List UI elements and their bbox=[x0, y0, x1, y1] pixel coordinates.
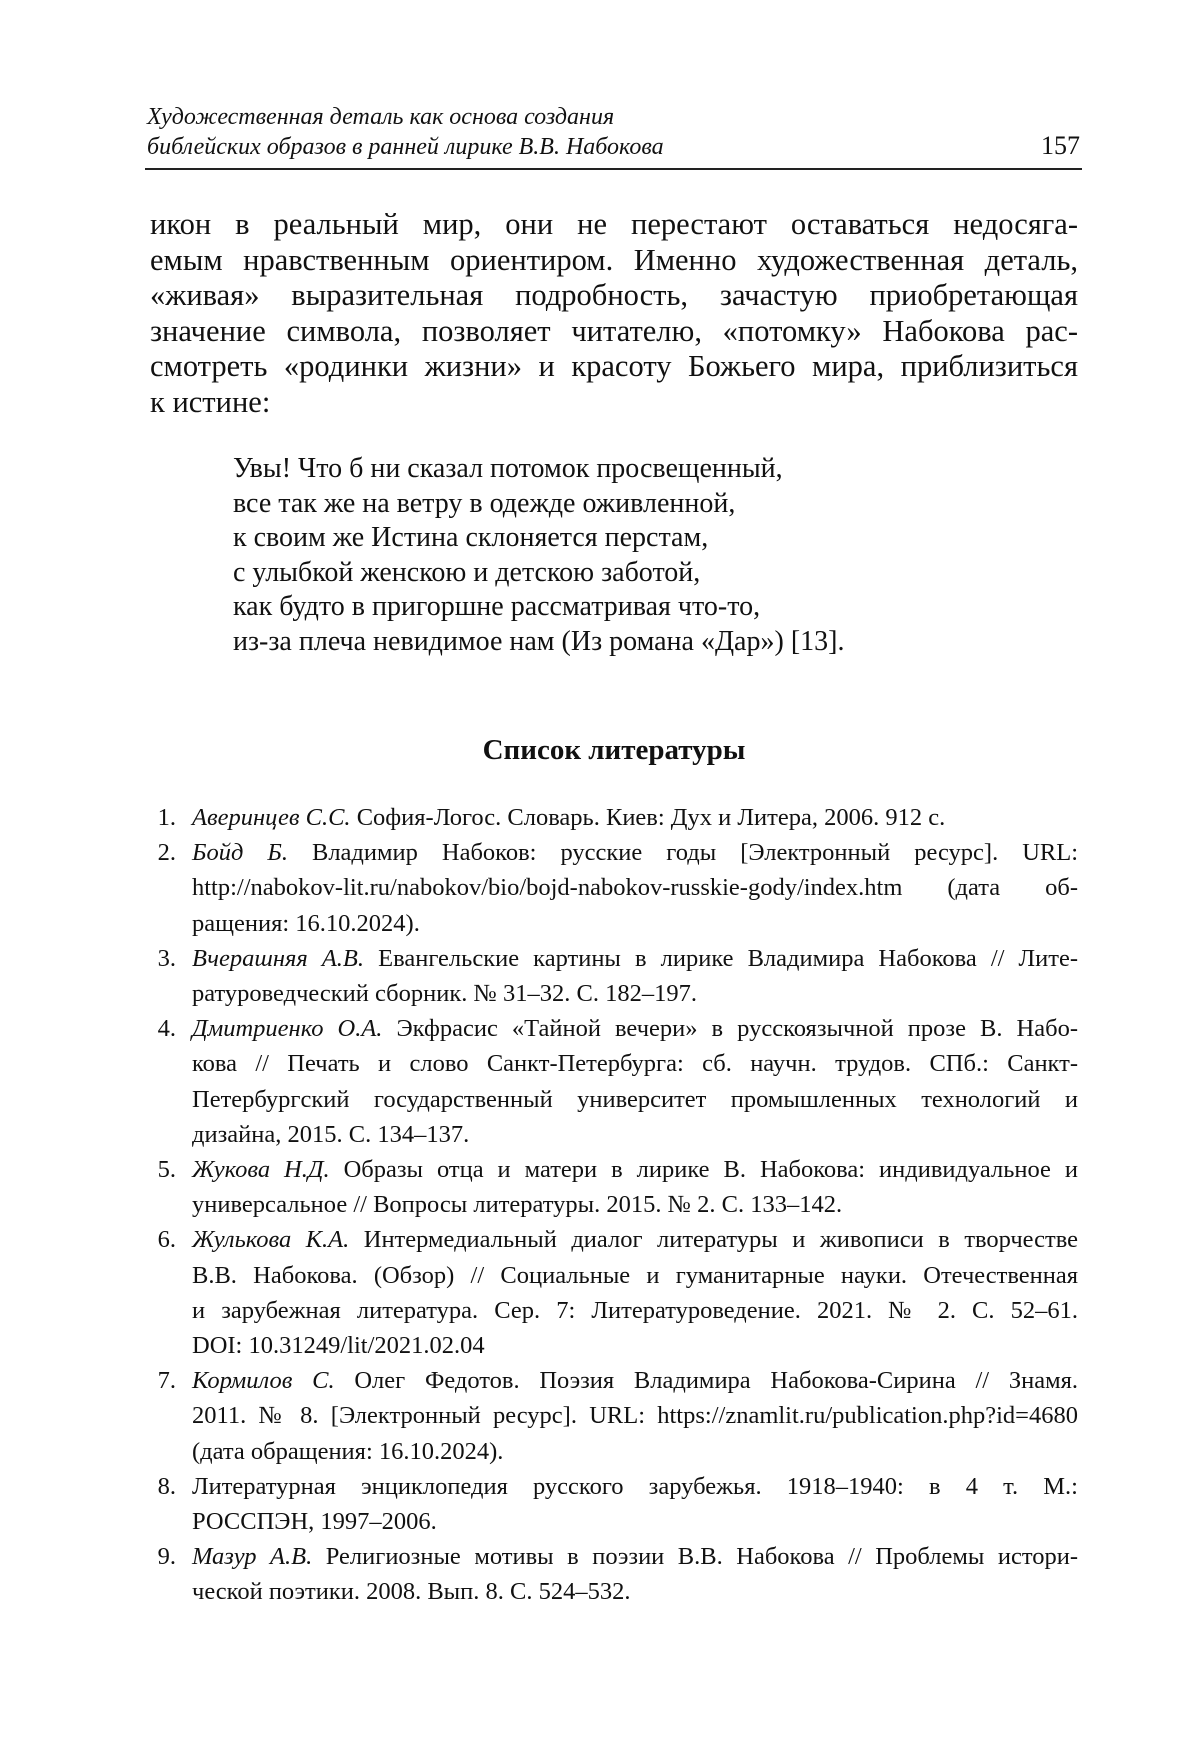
poem-line: как будто в пригоршне рассматривая что-то, bbox=[233, 591, 761, 623]
reference-item-2 bbox=[150, 835, 1078, 941]
reference-line: Литературная энциклопедия русского зарубежья. 1918–1940: в 4 т. М.: bbox=[192, 1472, 1078, 1500]
reference-number: 9. bbox=[157, 1543, 176, 1571]
reference-number: 8. bbox=[157, 1472, 176, 1500]
reference-line: Петербургский государственный университет промышленных технологий и bbox=[192, 1085, 1078, 1113]
running-header-title bbox=[147, 102, 664, 162]
reference-text: Экфрасис «Тайной вечери» в русскоязычной прозе В. Набо- bbox=[396, 1015, 1078, 1043]
body-line: икон в реальный мир, они не перестают оставаться недосяга- bbox=[150, 207, 1078, 241]
reference-author: Мазур А.В. bbox=[192, 1543, 313, 1571]
poem-line: из-за плеча невидимое нам (Из романа «Дар») [13]. bbox=[233, 625, 845, 657]
reference-author: Кормилов С. bbox=[192, 1367, 335, 1395]
reference-text: Евангельские картины в лирике Владимира Набокова // Лите- bbox=[378, 944, 1078, 972]
reference-item-5 bbox=[150, 1152, 1078, 1222]
reference-number: 5. bbox=[157, 1156, 176, 1184]
page-number: 157 bbox=[1041, 131, 1080, 160]
reference-line bbox=[192, 941, 1078, 976]
poem-line: к своим же Истина склоняется перстам, bbox=[233, 522, 709, 554]
reference-text: Образы отца и матери в лирике В. Набокова: индивидуальное и bbox=[343, 1156, 1079, 1184]
reference-item-9 bbox=[150, 1539, 1078, 1609]
reference-line: 2011. № 8. [Электронный ресурс]. URL: https://znamlit.ru/publication.php?id=4680 bbox=[192, 1402, 1078, 1430]
reference-line bbox=[192, 1363, 1078, 1398]
poem-line: с улыбкой женскою и детскою заботой, bbox=[233, 556, 701, 588]
reference-item-6 bbox=[150, 1222, 1078, 1363]
reference-line bbox=[192, 1539, 1078, 1574]
reference-number: 1. bbox=[157, 804, 176, 831]
reference-line: РОССПЭН, 1997–2006. bbox=[192, 1508, 437, 1536]
poem-quotation bbox=[233, 452, 844, 660]
reference-text: Владимир Набоков: русские годы [Электронный ресурс]. URL: bbox=[311, 839, 1079, 867]
reference-line: DOI: 10.31249/lit/2021.02.04 bbox=[192, 1332, 485, 1360]
body-line: емым нравственным ориентиром. Именно художественная деталь, bbox=[150, 242, 1078, 277]
running-header-title-line-2: библейских образов в ранней лирике В.В. Набокова bbox=[147, 134, 664, 160]
reference-number: 2. bbox=[157, 839, 176, 867]
body-line: значение символа, позволяет читателю, «потомку» Набокова рас- bbox=[150, 313, 1078, 348]
reference-number: 7. bbox=[157, 1367, 176, 1395]
reference-number: 6. bbox=[157, 1226, 176, 1254]
reference-line: ческой поэтики. 2008. Вып. 8. С. 524–532. bbox=[192, 1578, 631, 1606]
reference-line: (дата обращения: 16.10.2024). bbox=[192, 1437, 504, 1465]
reference-line bbox=[192, 800, 1078, 835]
reference-line: ратуроведческий сборник. № 31–32. С. 182–197. bbox=[192, 980, 697, 1008]
reference-text: Олег Федотов. Поэзия Владимира Набокова-Сирина // Знамя. bbox=[354, 1367, 1078, 1395]
references-list bbox=[150, 800, 1078, 1610]
reference-author: Дмитриенко О.А. bbox=[192, 1015, 383, 1043]
reference-author: Бойд Б. bbox=[192, 839, 288, 867]
body-line: «живая» выразительная подробность, зачастую приобретающая bbox=[150, 278, 1078, 312]
body-line: смотреть «родинки жизни» и красоту Божьего мира, приблизиться bbox=[150, 349, 1078, 383]
body-paragraph bbox=[150, 207, 1078, 420]
reference-line: и зарубежная литература. Сер. 7: Литературоведение. 2021. № 2. С. 52–61. bbox=[192, 1296, 1078, 1324]
reference-line: универсальное // Вопросы литературы. 2015. № 2. С. 133–142. bbox=[192, 1191, 843, 1219]
running-header-title-line-1: Художественная деталь как основа создания bbox=[147, 104, 615, 130]
reference-text: София-Логос. Словарь. Киев: Дух и Литера, 2006. 912 с. bbox=[356, 804, 946, 831]
reference-item-1 bbox=[150, 800, 1078, 835]
reference-line: В.В. Набокова. (Обзор) // Социальные и гуманитарные науки. Отечественная bbox=[192, 1261, 1078, 1289]
poem-line: Увы! Что б ни сказал потомок просвещенный, bbox=[233, 453, 783, 484]
reference-line: кова // Печать и слово Санкт-Петербурга: сб. научн. трудов. СПб.: Санкт- bbox=[192, 1050, 1078, 1078]
poem-line: все так же на ветру в одежде оживленной, bbox=[233, 487, 736, 519]
reference-author: Жулькова К.А. bbox=[192, 1226, 350, 1254]
reference-number: 3. bbox=[157, 944, 176, 972]
body-line: к истине: bbox=[150, 384, 271, 419]
reference-line bbox=[192, 835, 1078, 870]
reference-author: Вчерашняя А.В. bbox=[192, 944, 365, 972]
reference-author: Жукова Н.Д. bbox=[192, 1156, 330, 1184]
reference-item-4 bbox=[150, 1011, 1078, 1152]
reference-line: http://nabokov-lit.ru/nabokov/bio/bojd-nabokov-russkie-gody/index.htm (дата об- bbox=[192, 874, 1078, 902]
references-heading: Список литературы bbox=[482, 734, 746, 766]
reference-text: Религиозные мотивы в поэзии В.В. Набокова // Проблемы истори- bbox=[325, 1543, 1079, 1571]
reference-text: Интермедиальный диалог литературы и живописи в творчестве bbox=[363, 1226, 1079, 1254]
reference-item-7 bbox=[150, 1363, 1078, 1469]
reference-line bbox=[192, 1152, 1078, 1187]
reference-line: ращения: 16.10.2024). bbox=[192, 909, 420, 937]
reference-line bbox=[192, 1222, 1078, 1257]
reference-number: 4. bbox=[157, 1015, 176, 1043]
running-header bbox=[145, 102, 1082, 170]
reference-line bbox=[192, 1011, 1078, 1046]
reference-line: дизайна, 2015. С. 134–137. bbox=[192, 1120, 470, 1148]
reference-item-3 bbox=[150, 941, 1078, 1011]
reference-item-8 bbox=[150, 1469, 1078, 1539]
reference-author: Аверинцев С.С. bbox=[192, 804, 351, 831]
